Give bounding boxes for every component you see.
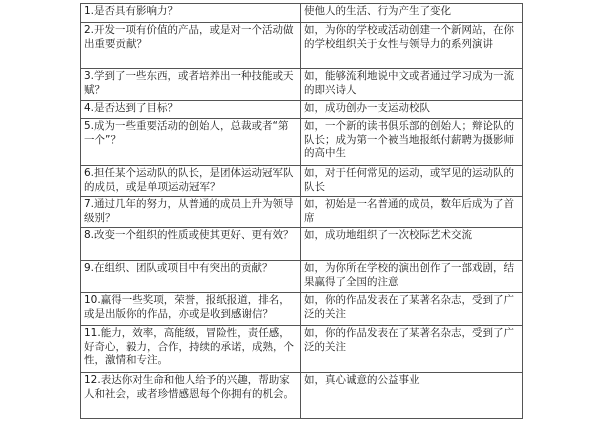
example-cell: 如，成功创办一支运动校队 [301, 101, 523, 119]
question-cell: 9.在组织、团队或项目中有突出的贡献？ [81, 261, 301, 293]
table-row [81, 261, 523, 293]
question-cell: 6.担任某个运动队的队长，是团体运动冠军队的成员，或是单项运动冠军？ [81, 166, 301, 197]
question-cell: 5.成为一些重要活动的创始人，总裁或者“第一个”？ [81, 119, 301, 166]
question-cell: 8.改变一个组织的性质或使其更好、更有效？ [81, 228, 301, 261]
example-cell: 如，为你所在学校的演出创作了一部戏剧，结果赢得了全国的注意 [301, 261, 523, 293]
table-row [81, 293, 523, 326]
table-row [81, 4, 523, 23]
example-cell: 如，初始是一名普通的成员，数年后成为了首席 [301, 197, 523, 228]
table-row [81, 228, 523, 261]
question-cell: 7.通过几年的努力，从普通的成员上升为领导级别？ [81, 197, 301, 228]
question-cell: 3.学到了一些东西，或者培养出一种技能或天赋？ [81, 69, 301, 101]
question-cell: 4.是否达到了目标？ [81, 101, 301, 119]
table-row [81, 373, 523, 419]
example-cell: 如，一个新的读书俱乐部的创始人；辩论队的队长；成为第一个被当地报纸付薪聘为摄影师的高中生 [301, 119, 523, 166]
question-cell: 12.表达你对生命和他人给予的兴趣，帮助家人和社会，或者珍惜感恩每个你拥有的机会。 [81, 373, 301, 419]
criteria-table-container [80, 3, 522, 419]
question-cell: 1.是否具有影响力？ [81, 4, 301, 23]
table-row [81, 69, 523, 101]
table-row [81, 23, 523, 69]
question-cell: 10.赢得一些奖项，荣誉，报纸报道，排名，或是出版你的作品，亦或是收到感谢信？ [81, 293, 301, 326]
example-cell: 如，为你的学校或活动创建一个新网站，在你的学校组织关于女性与领导力的系列演讲 [301, 23, 523, 69]
example-cell: 如，成功地组织了一次校际艺术交流 [301, 228, 523, 261]
example-cell: 如，你的作品发表在了某著名杂志，受到了广泛的关注 [301, 326, 523, 373]
example-cell: 如，对于任何常见的运动，或罕见的运动队的队长 [301, 166, 523, 197]
table-row [81, 197, 523, 228]
criteria-table [80, 3, 523, 419]
table-row [81, 166, 523, 197]
question-cell: 11.能力，效率，高能级，冒险性，责任感，好奇心，毅力，合作，持续的承诺，成熟，个性，激情和专注。 [81, 326, 301, 373]
example-cell: 如，真心诚意的公益事业 [301, 373, 523, 419]
table-row [81, 326, 523, 373]
question-cell: 2.开发一项有价值的产品，或是对一个活动做出重要贡献？ [81, 23, 301, 69]
table-row [81, 119, 523, 166]
example-cell: 使他人的生活、行为产生了变化 [301, 4, 523, 23]
example-cell: 如，能够流利地说中文或者通过学习成为一流的即兴诗人 [301, 69, 523, 101]
example-cell: 如，你的作品发表在了某著名杂志，受到了广泛的关注 [301, 293, 523, 326]
table-row [81, 101, 523, 119]
